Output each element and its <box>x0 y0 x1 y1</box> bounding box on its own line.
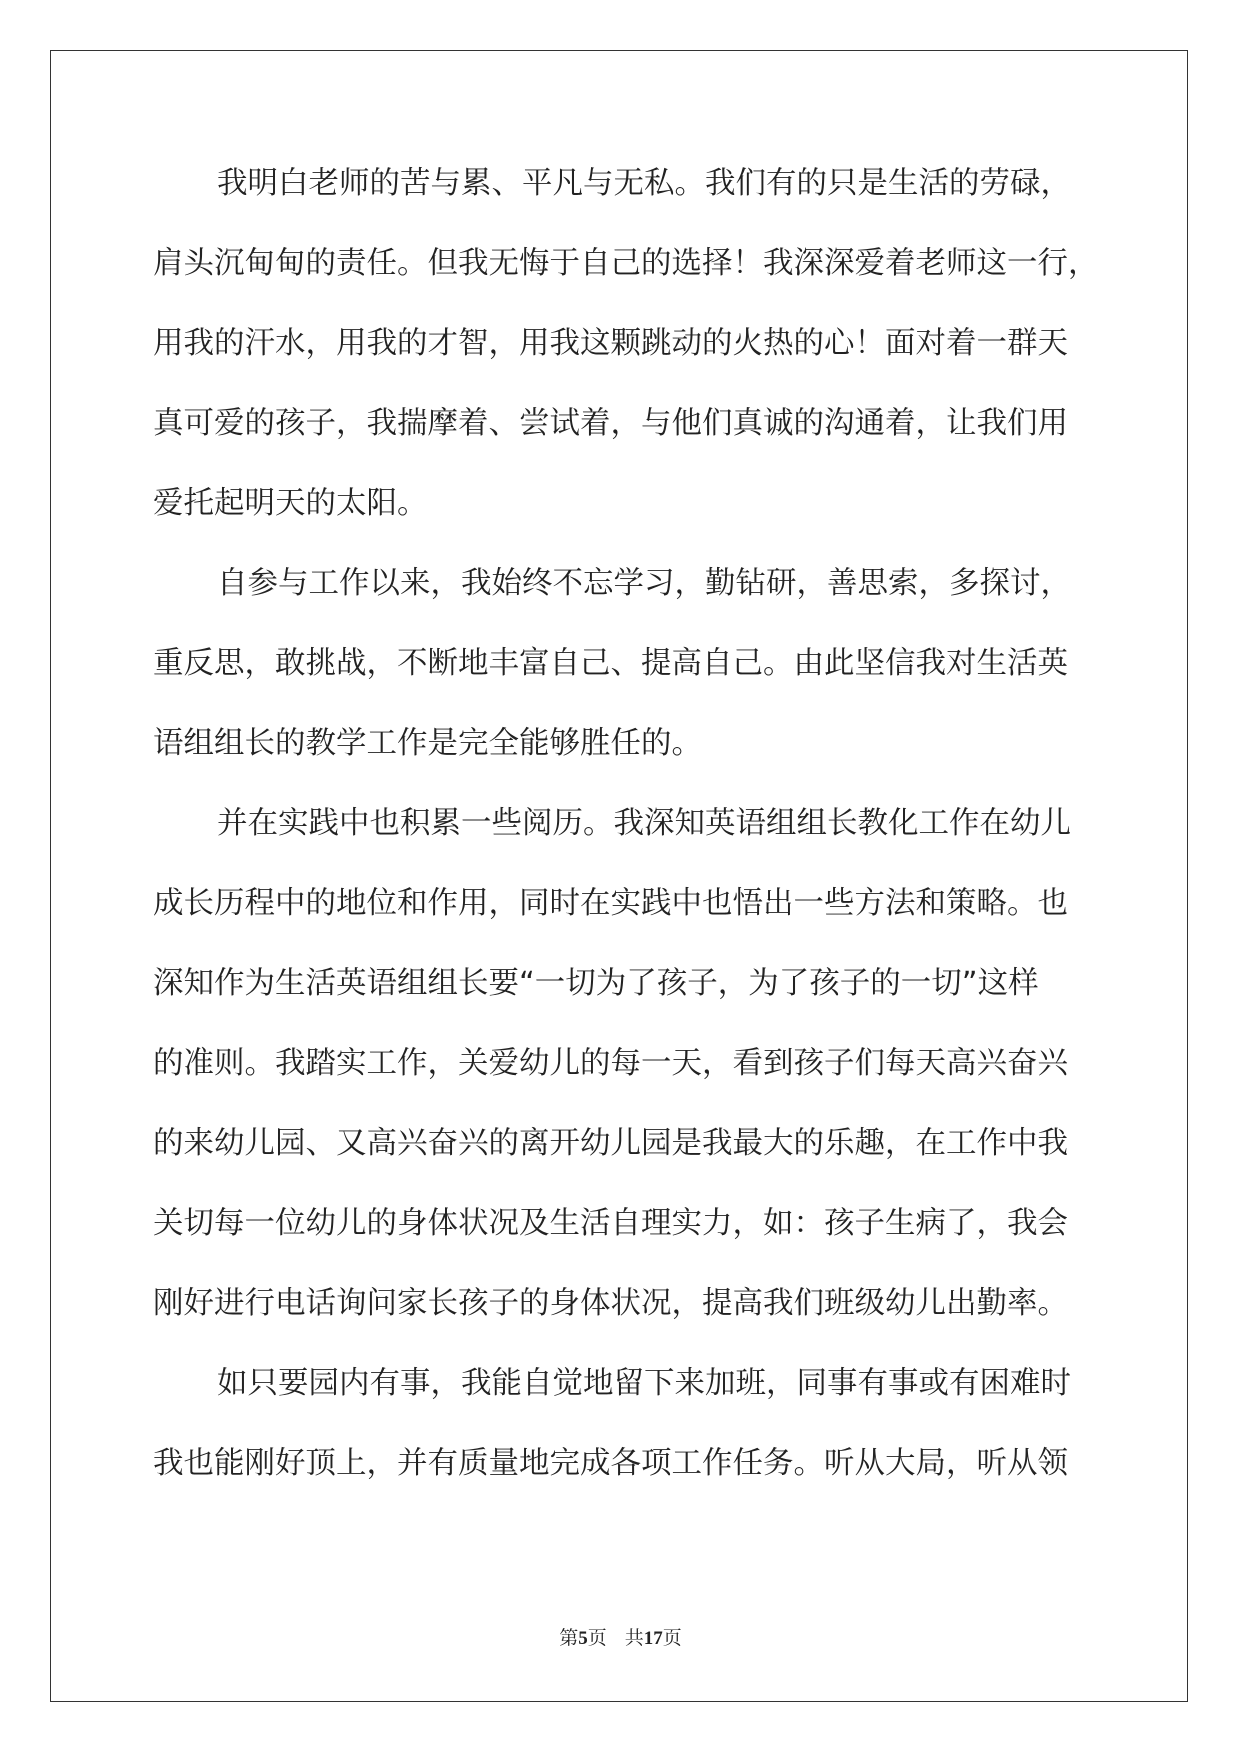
paragraph-3-line-2: 成长历程中的地位和作用，同时在实践中也悟出一些方法和策略。也 <box>153 886 1068 921</box>
page-number: 5 <box>578 1628 588 1649</box>
total-prefix: 共 <box>624 1627 644 1649</box>
paragraph-3-line-3: 深知作为生活英语组组长要“一切为了孩子，为了孩子的一切”这样 <box>153 966 1039 1001</box>
paragraph-2-line-1: 自参与工作以来，我始终不忘学习，勤钻研，善思索，多探讨， <box>217 566 1071 601</box>
paragraph-2-line-3: 语组组长的教学工作是完全能够胜任的。 <box>153 726 702 761</box>
paragraph-1-line-5: 爱托起明天的太阳。 <box>153 486 428 521</box>
paragraph-4-line-1: 如只要园内有事，我能自觉地留下来加班，同事有事或有困难时 <box>217 1366 1071 1401</box>
paragraph-1-line-2: 肩头沉甸甸的责任。但我无悔于自己的选择！我深深爱着老师这一行， <box>153 246 1099 281</box>
paragraph-3-line-7: 刚好进行电话询问家长孩子的身体状况，提高我们班级幼儿出勤率。 <box>153 1286 1068 1321</box>
paragraph-3-line-4: 的准则。我踏实工作，关爱幼儿的每一天，看到孩子们每天高兴奋兴 <box>153 1046 1068 1081</box>
paragraph-4-line-2: 我也能刚好顶上，并有质量地完成各项工作任务。听从大局，听从领 <box>153 1446 1068 1481</box>
paragraph-1-line-1: 我明白老师的苦与累、平凡与无私。我们有的只是生活的劳碌， <box>217 166 1071 201</box>
paragraph-1-line-4: 真可爱的孩子，我揣摩着、尝试着，与他们真诚的沟通着，让我们用 <box>153 406 1068 441</box>
page-footer <box>0 1623 1241 1650</box>
page-prefix: 第 <box>559 1627 579 1649</box>
page-suffix: 页 <box>587 1627 607 1649</box>
paragraph-3-line-6: 关切每一位幼儿的身体状况及生活自理实力，如：孩子生病了，我会 <box>153 1206 1068 1241</box>
paragraph-3-line-1: 并在实践中也积累一些阅历。我深知英语组组长教化工作在幼儿 <box>217 806 1071 841</box>
paragraph-3-line-5: 的来幼儿园、又高兴奋兴的离开幼儿园是我最大的乐趣，在工作中我 <box>153 1126 1068 1161</box>
paragraph-2-line-2: 重反思，敢挑战，不断地丰富自己、提高自己。由此坚信我对生活英 <box>153 646 1068 681</box>
paragraph-1-line-3: 用我的汗水，用我的才智，用我这颗跳动的火热的心！面对着一群天 <box>153 326 1068 361</box>
total-suffix: 页 <box>662 1627 682 1649</box>
total-pages: 17 <box>643 1628 663 1649</box>
